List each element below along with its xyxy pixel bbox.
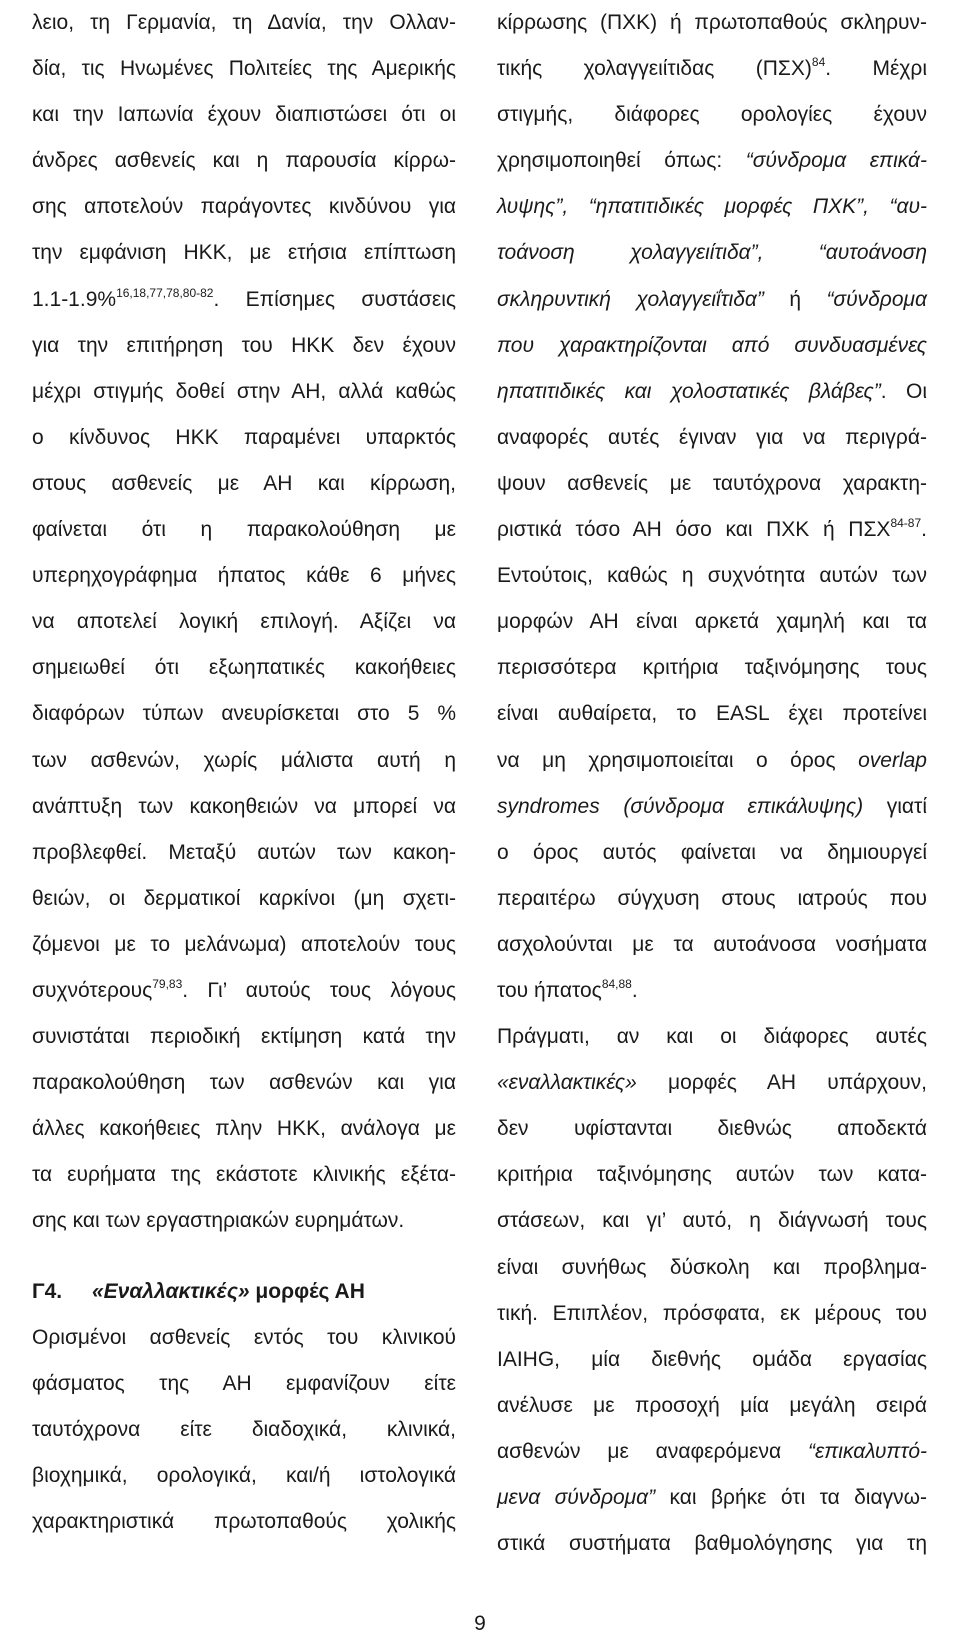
text-line: ζόμενοι με το μελάνωμα) αποτελούν τους [32, 932, 456, 956]
text-line: μορφών ΑΗ είναι αρκετά χαμηλή και τα [497, 610, 927, 634]
text-line: και την Ιαπωνία έχουν διαπιστώσει ότι οι [32, 103, 456, 127]
citation: 84-87 [890, 516, 922, 531]
text-line: διαφόρων τύπων ανευρίσκεται στο 5 % [32, 702, 456, 726]
text-line: περαιτέρω σύγχυση στους ιατρούς που [497, 886, 927, 910]
text-line: μενα σύνδρομα” και βρήκε ότι τα διαγνω- [497, 1486, 928, 1509]
text-line: ανάπτυξη των κακοηθειών να μπορεί να [32, 794, 456, 818]
page-number: 9 [474, 1612, 486, 1635]
text-line: στάσεων, και γι’ αυτό, η διάγνωσή τους [497, 1209, 927, 1233]
citation: 84 [811, 55, 826, 70]
text-line: χρησιμοποιηθεί όπως: “σύνδρομα επικά- [497, 149, 927, 173]
text-line: άλλες κακοήθειες πλην ΗΚΚ, ανάλογα με [32, 1117, 456, 1141]
text-line: δία, τις Ηνωμένες Πολιτείες της Αμερικής [32, 57, 456, 81]
text-line: λυψης”, “ηπατιτιδικές μορφές ΠΧΚ”, “αυ- [497, 195, 927, 219]
citation: 84,88 [601, 976, 632, 991]
text-line: των ασθενών, χωρίς μάλιστα αυτή η [32, 748, 456, 772]
section-heading: Γ4. «Εναλλακτικές» μορφές ΑΗ [32, 1269, 456, 1315]
text-line: να μη χρησιμοποιείται ο όρος overlap [497, 748, 927, 772]
text-line: στους ασθενείς με ΑΗ και κίρρωση, [32, 471, 456, 495]
text-line: ασχολούνται με τα αυτοάνοσα νοσήματα [497, 932, 927, 956]
text-line: τοάνοση χολαγγειίτιδα”, “αυτοάνοση [497, 241, 927, 265]
text-line: βιοχημικά, ορολογικά, και/ή ιστολογικά [32, 1463, 456, 1487]
text-line: να αποτελεί λογική επιλογή. Αξίζει να [32, 610, 456, 634]
text-line: μέχρι στιγμής δοθεί στην ΑΗ, αλλά καθώς [32, 379, 456, 403]
text-line: του ήπατος$^{84,88}$. [497, 976, 638, 1002]
text-line: θειών, οι δερματικοί καρκίνοι (μη σχετι- [32, 886, 456, 910]
text-line: 1.1-1.9%$^{16,18,77,78,80-82}$. Επίσημες συστάσεις [32, 285, 456, 311]
text-line: είναι συνήθως δύσκολη και προβλημα- [497, 1255, 927, 1279]
section-number: Γ4. [32, 1279, 63, 1303]
text-line: φάσματος της ΑΗ εμφανίζουν είτε [32, 1371, 456, 1395]
text-line: σης και των εργαστηριακών ευρημάτων. [32, 1209, 405, 1233]
text-line: που χαρακτηρίζονται από συνδυασμένες [497, 333, 927, 357]
text-line: κίρρωσης (ΠΧΚ) ή πρωτοπαθούς σκληρυν- [497, 11, 927, 34]
text-line: αναφορές αυτές έγιναν για να περιγρά- [497, 425, 927, 449]
text-line: ηπατιτιδικές και χολοστατικές βλάβες”. Οι [497, 379, 927, 403]
text-line: χαρακτηριστικά πρωτοπαθούς χολικής [32, 1510, 456, 1533]
text-line: Ορισμένοι ασθενείς εντός του κλινικού [32, 1325, 456, 1349]
text-line: λειο, τη Γερμανία, τη Δανία, την Ολλαν- [32, 11, 456, 34]
text-line: τα ευρήματα της εκάστοτε κλινικής εξέτα- [32, 1163, 456, 1187]
text-line: σημειωθεί ότι εξωηπατικές κακοήθειες [32, 656, 456, 680]
text-line: για την επιτήρηση του ΗΚΚ δεν έχουν [32, 333, 456, 357]
text-line: προβλεφθεί. Μεταξύ αυτών των κακοη- [32, 840, 456, 864]
text-line: σκληρυντική χολαγγειΐτιδα” ή “σύνδρομα [497, 287, 927, 311]
citation: 79,83 [152, 976, 183, 991]
text-line: υπερηχογράφημα ήπατος κάθε 6 μήνες [32, 564, 456, 588]
text-line: την εμφάνιση ΗΚΚ, με ετήσια επίπτωση [32, 241, 456, 265]
citation: 16,18,77,78,80-82 [116, 285, 214, 300]
text-line: Εντούτοις, καθώς η συχνότητα αυτών των [497, 564, 927, 588]
text-line: ανέλυσε με προσοχή μία μεγάλη σειρά [497, 1393, 927, 1417]
text-line: άνδρες ασθενείς και η παρουσία κίρρω- [32, 149, 456, 173]
left-column [32, 0, 456, 1545]
text-line: ο κίνδυνος ΗΚΚ παραμένει υπαρκτός [32, 425, 456, 449]
text-line: σης αποτελούν παράγοντες κινδύνου για [32, 195, 456, 219]
text-line: συχνότερους$^{79,83}$. Γι’ αυτούς τους λόγους [32, 976, 456, 1002]
text-line: syndromes (σύνδρομα επικάλυψης) γιατί [497, 794, 927, 818]
text-line: «εναλλακτικές» μορφές ΑΗ υπάρχουν, [497, 1071, 927, 1095]
text-line: IAIHG, μία διεθνής ομάδα εργασίας [497, 1347, 927, 1371]
text-line: παρακολούθηση των ασθενών και για [32, 1071, 456, 1095]
right-column [497, 0, 927, 1567]
text-line: τικής χολαγγειίτιδας $(\Pi\Sigma X)^{84}$. Μέχρι [497, 55, 927, 81]
text-line: δεν υφίστανται διεθνώς αποδεκτά [497, 1117, 927, 1141]
text-line: περισσότερα κριτήρια ταξινόμησης τους [497, 656, 927, 680]
text-line: φαίνεται ότι η παρακολούθηση με [32, 518, 456, 542]
text-line: στικά συστήματα βαθμολόγησης για τη [497, 1532, 927, 1556]
text-line: ριστικά τόσο ΑΗ όσο και ΠΧΚ ή ΠΣΧ$^{84-87}$. [497, 516, 927, 542]
text-line: Πράγματι, αν και οι διάφορες αυτές [497, 1025, 927, 1049]
text-line: ταυτόχρονα είτε διαδοχικά, κλινικά, [32, 1417, 456, 1441]
text-line: ασθενών με αναφερόμενα “επικαλυπτό- [497, 1439, 927, 1463]
text-line: στιγμής, διάφορες ορολογίες έχουν [497, 103, 927, 127]
text-line: ψουν ασθενείς με ταυτόχρονα χαρακτη- [497, 471, 927, 495]
text-line: κριτήρια ταξινόμησης αυτών των κατα- [497, 1163, 927, 1187]
text-line: τική. Επιπλέον, πρόσφατα, εκ μέρους του [497, 1301, 927, 1325]
text-line: ο όρος αυτός φαίνεται να δημιουργεί [497, 840, 927, 864]
text-line: είναι αυθαίρετα, το EASL έχει προτείνει [497, 702, 927, 726]
text-line: συνιστάται περιοδική εκτίμηση κατά την [32, 1025, 456, 1049]
